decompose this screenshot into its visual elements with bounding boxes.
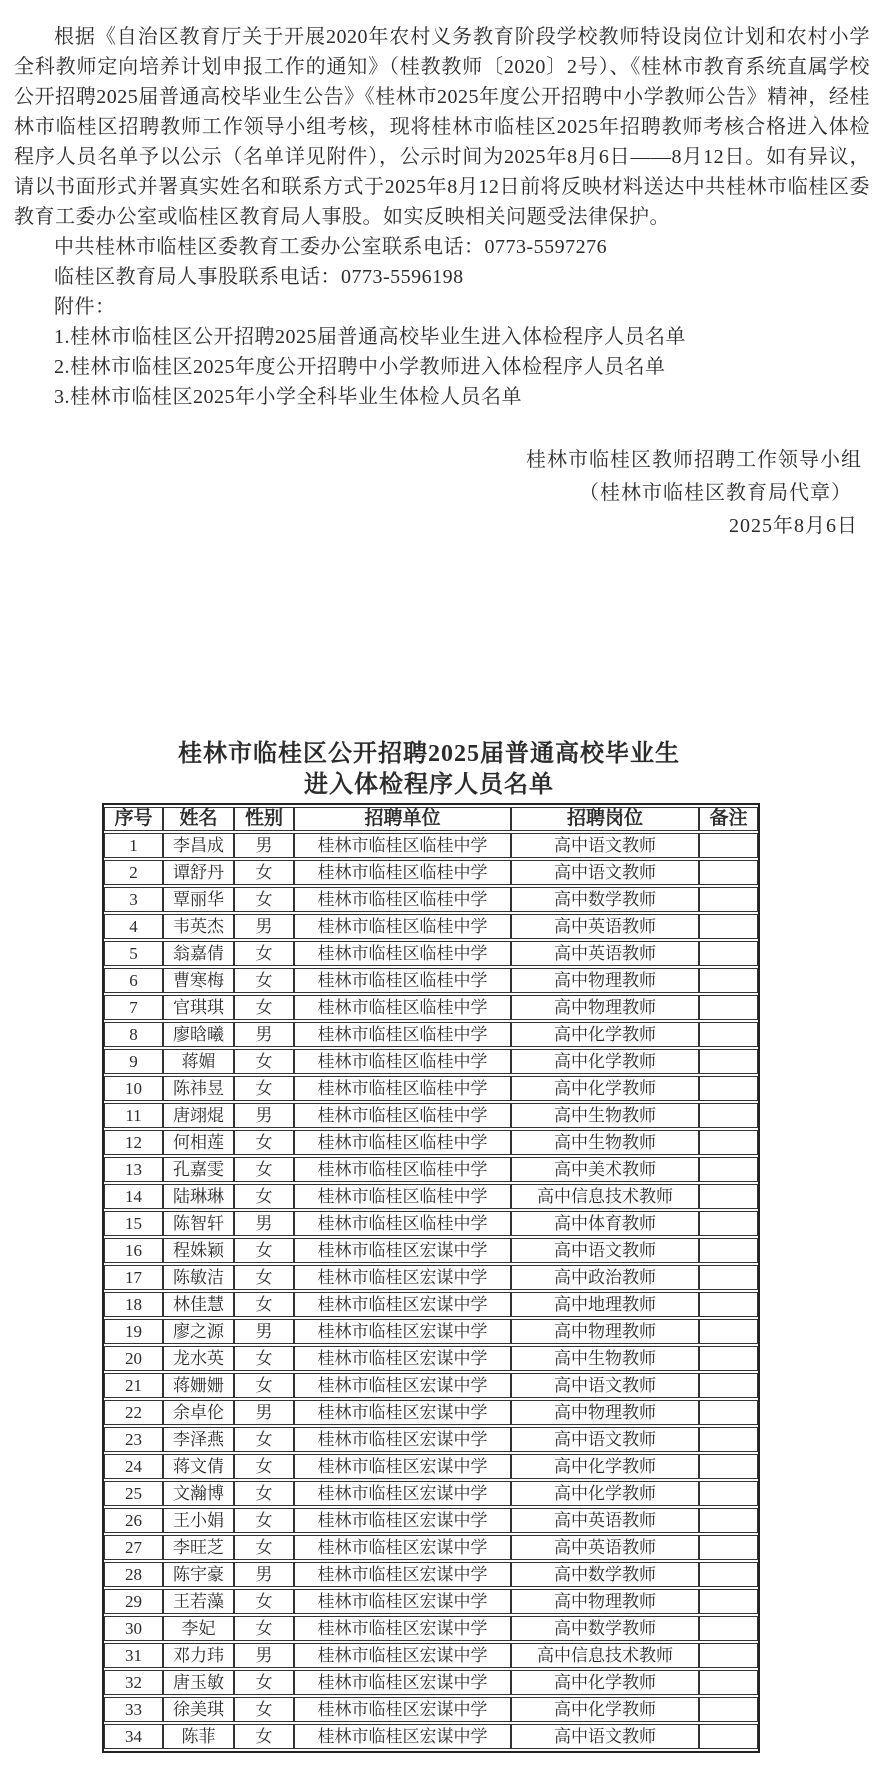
cell-gender: 女 [234,1130,294,1155]
table-header-row [104,807,758,831]
column-header-unit: 招聘单位 [294,807,511,831]
cell-gender: 女 [234,1292,294,1317]
cell-remark [699,1373,758,1398]
cell-gender: 男 [234,1103,294,1128]
cell-remark [699,1454,758,1479]
cell-unit: 桂林市临桂区宏谋中学 [294,1427,511,1452]
cell-remark [699,1346,758,1371]
cell-position: 高中美术教师 [511,1157,699,1182]
table-row [104,833,758,858]
cell-position: 高中化学教师 [511,1049,699,1074]
cell-gender: 女 [234,1373,294,1398]
cell-position: 高中英语教师 [511,1508,699,1533]
cell-name: 翁嘉倩 [163,941,234,966]
cell-name: 李昌成 [163,833,234,858]
cell-unit: 桂林市临桂区临桂中学 [294,941,511,966]
contact-line-personnel: 临桂区教育局人事股联系电话：0773-5596198 [54,266,464,288]
cell-name: 廖晗曦 [163,1022,234,1047]
cell-index: 29 [104,1589,163,1614]
cell-gender: 女 [234,1346,294,1371]
cell-position: 高中化学教师 [511,1697,699,1722]
cell-remark [699,1265,758,1290]
cell-unit: 桂林市临桂区宏谋中学 [294,1238,511,1263]
attachments-label: 附件： [54,296,116,318]
cell-unit: 桂林市临桂区宏谋中学 [294,1670,511,1695]
table-row [104,1400,758,1425]
cell-gender: 女 [234,1265,294,1290]
cell-remark [699,1157,758,1182]
cell-name: 陈菲 [163,1724,234,1749]
column-header-position: 招聘岗位 [511,807,699,831]
cell-unit: 桂林市临桂区临桂中学 [294,887,511,912]
cell-position: 高中语文教师 [511,1238,699,1263]
cell-unit: 桂林市临桂区宏谋中学 [294,1319,511,1344]
cell-index: 30 [104,1616,163,1641]
cell-gender: 男 [234,1211,294,1236]
cell-remark [699,968,758,993]
cell-unit: 桂林市临桂区临桂中学 [294,1157,511,1182]
cell-gender: 女 [234,1589,294,1614]
cell-unit: 桂林市临桂区临桂中学 [294,1130,511,1155]
cell-name: 徐美琪 [163,1697,234,1722]
cell-name: 李旺芝 [163,1535,234,1560]
cell-remark [699,1130,758,1155]
roster-table-title [102,739,756,801]
cell-position: 高中生物教师 [511,1103,699,1128]
cell-name: 陈祎昱 [163,1076,234,1101]
cell-unit: 桂林市临桂区宏谋中学 [294,1481,511,1506]
cell-unit: 桂林市临桂区临桂中学 [294,1103,511,1128]
cell-index: 18 [104,1292,163,1317]
cell-index: 5 [104,941,163,966]
cell-remark [699,1319,758,1344]
cell-position: 高中信息技术教师 [511,1643,699,1668]
cell-index: 25 [104,1481,163,1506]
cell-index: 23 [104,1427,163,1452]
table-row [104,1535,758,1560]
cell-index: 31 [104,1643,163,1668]
cell-remark [699,833,758,858]
table-row [104,1319,758,1344]
cell-remark [699,1427,758,1452]
cell-gender: 女 [234,1076,294,1101]
table-row [104,1265,758,1290]
cell-unit: 桂林市临桂区临桂中学 [294,860,511,885]
cell-gender: 女 [234,1454,294,1479]
cell-gender: 女 [234,860,294,885]
table-row [104,1616,758,1641]
cell-position: 高中政治教师 [511,1265,699,1290]
cell-remark [699,995,758,1020]
cell-gender: 女 [234,968,294,993]
cell-name: 蒋文倩 [163,1454,234,1479]
cell-unit: 桂林市临桂区宏谋中学 [294,1616,511,1641]
table-row [104,1211,758,1236]
table-row [104,1589,758,1614]
cell-unit: 桂林市临桂区临桂中学 [294,1184,511,1209]
cell-remark [699,1211,758,1236]
cell-index: 14 [104,1184,163,1209]
cell-index: 8 [104,1022,163,1047]
cell-unit: 桂林市临桂区宏谋中学 [294,1454,511,1479]
cell-name: 王小娟 [163,1508,234,1533]
cell-unit: 桂林市临桂区宏谋中学 [294,1589,511,1614]
cell-name: 余卓伦 [163,1400,234,1425]
table-row [104,1049,758,1074]
cell-remark [699,1670,758,1695]
cell-gender: 女 [234,1481,294,1506]
cell-remark [699,1589,758,1614]
table-row [104,1238,758,1263]
cell-index: 9 [104,1049,163,1074]
cell-index: 2 [104,860,163,885]
attachment-item-1: 1.桂林市临桂区公开招聘2025届普通高校毕业生进入体检程序人员名单 [54,326,686,348]
cell-name: 唐玉敏 [163,1670,234,1695]
cell-position: 高中语文教师 [511,833,699,858]
cell-unit: 桂林市临桂区宏谋中学 [294,1292,511,1317]
roster-table-body [104,833,758,1749]
cell-index: 33 [104,1697,163,1722]
cell-position: 高中英语教师 [511,1535,699,1560]
cell-position: 高中化学教师 [511,1076,699,1101]
cell-unit: 桂林市临桂区宏谋中学 [294,1508,511,1533]
cell-index: 28 [104,1562,163,1587]
roster-table [102,803,760,1753]
cell-index: 16 [104,1238,163,1263]
cell-unit: 桂林市临桂区宏谋中学 [294,1562,511,1587]
cell-gender: 男 [234,833,294,858]
attachment-item-3: 3.桂林市临桂区2025年小学全科毕业生体检人员名单 [54,386,522,408]
table-row [104,1643,758,1668]
cell-index: 11 [104,1103,163,1128]
cell-position: 高中化学教师 [511,1454,699,1479]
table-row [104,1481,758,1506]
cell-gender: 女 [234,1184,294,1209]
cell-index: 4 [104,914,163,939]
cell-gender: 男 [234,1022,294,1047]
table-row [104,1184,758,1209]
cell-index: 10 [104,1076,163,1101]
cell-unit: 桂林市临桂区宏谋中学 [294,1265,511,1290]
cell-name: 龙水英 [163,1346,234,1371]
cell-gender: 男 [234,914,294,939]
table-row [104,887,758,912]
signature-organization: 桂林市临桂区教师招聘工作领导小组 [526,449,862,471]
cell-gender: 男 [234,1400,294,1425]
cell-remark [699,914,758,939]
table-row [104,1373,758,1398]
cell-name: 蒋姗姗 [163,1373,234,1398]
cell-gender: 女 [234,1616,294,1641]
cell-position: 高中语文教师 [511,1427,699,1452]
cell-gender: 男 [234,1643,294,1668]
table-row [104,1346,758,1371]
cell-gender: 女 [234,1157,294,1182]
cell-remark [699,887,758,912]
cell-index: 1 [104,833,163,858]
cell-position: 高中数学教师 [511,887,699,912]
cell-index: 6 [104,968,163,993]
cell-remark [699,1697,758,1722]
cell-index: 22 [104,1400,163,1425]
column-header-gender: 性别 [234,807,294,831]
table-row [104,995,758,1020]
cell-gender: 女 [234,887,294,912]
cell-gender: 女 [234,1535,294,1560]
cell-name: 陈宇豪 [163,1562,234,1587]
roster-table-title-line1: 桂林市临桂区公开招聘2025届普通高校毕业生 [178,741,680,767]
cell-gender: 女 [234,941,294,966]
cell-index: 12 [104,1130,163,1155]
cell-unit: 桂林市临桂区宏谋中学 [294,1724,511,1749]
table-row [104,1076,758,1101]
cell-name: 曹寒梅 [163,968,234,993]
cell-name: 官琪琪 [163,995,234,1020]
cell-position: 高中英语教师 [511,914,699,939]
cell-position: 高中语文教师 [511,1373,699,1398]
cell-gender: 男 [234,1562,294,1587]
cell-unit: 桂林市临桂区宏谋中学 [294,1373,511,1398]
cell-remark [699,1184,758,1209]
table-row [104,1508,758,1533]
cell-gender: 女 [234,995,294,1020]
cell-position: 高中生物教师 [511,1130,699,1155]
cell-index: 13 [104,1157,163,1182]
contact-line-office: 中共桂林市临桂区委教育工委办公室联系电话：0773-5597276 [54,236,608,258]
cell-index: 32 [104,1670,163,1695]
cell-remark [699,1103,758,1128]
cell-unit: 桂林市临桂区临桂中学 [294,1076,511,1101]
cell-index: 19 [104,1319,163,1344]
cell-name: 李妃 [163,1616,234,1641]
cell-unit: 桂林市临桂区临桂中学 [294,995,511,1020]
cell-position: 高中化学教师 [511,1022,699,1047]
cell-position: 高中化学教师 [511,1670,699,1695]
column-header-remark: 备注 [699,807,758,831]
cell-gender: 女 [234,1697,294,1722]
cell-name: 覃丽华 [163,887,234,912]
signature-seal-note: （桂林市临桂区教育局代章） [579,482,852,504]
cell-index: 34 [104,1724,163,1749]
cell-unit: 桂林市临桂区宏谋中学 [294,1400,511,1425]
table-row [104,1292,758,1317]
table-row [104,1103,758,1128]
cell-remark [699,1238,758,1263]
cell-remark [699,1481,758,1506]
cell-remark [699,1076,758,1101]
cell-position: 高中化学教师 [511,1481,699,1506]
cell-position: 高中物理教师 [511,968,699,993]
signature-date: 2025年8月6日 [729,515,858,537]
cell-remark [699,1724,758,1749]
cell-unit: 桂林市临桂区宏谋中学 [294,1697,511,1722]
cell-remark [699,1292,758,1317]
cell-remark [699,1400,758,1425]
table-row [104,1697,758,1722]
cell-remark [699,1508,758,1533]
cell-name: 廖之源 [163,1319,234,1344]
roster-table-title-line2: 进入体检程序人员名单 [304,772,554,798]
cell-remark [699,1616,758,1641]
table-row [104,941,758,966]
cell-index: 27 [104,1535,163,1560]
cell-name: 文瀚博 [163,1481,234,1506]
cell-name: 蒋媚 [163,1049,234,1074]
cell-name: 何相莲 [163,1130,234,1155]
table-row [104,968,758,993]
cell-gender: 女 [234,1724,294,1749]
table-row [104,1670,758,1695]
cell-unit: 桂林市临桂区宏谋中学 [294,1346,511,1371]
cell-gender: 女 [234,1670,294,1695]
cell-name: 陈敏洁 [163,1265,234,1290]
cell-remark [699,1022,758,1047]
cell-unit: 桂林市临桂区临桂中学 [294,914,511,939]
cell-name: 陈智轩 [163,1211,234,1236]
cell-remark [699,1049,758,1074]
cell-remark [699,1562,758,1587]
cell-remark [699,941,758,966]
table-row [104,1022,758,1047]
cell-remark [699,860,758,885]
cell-index: 3 [104,887,163,912]
cell-position: 高中语文教师 [511,860,699,885]
cell-gender: 女 [234,1238,294,1263]
cell-position: 高中地理教师 [511,1292,699,1317]
cell-name: 陆琳琳 [163,1184,234,1209]
cell-unit: 桂林市临桂区临桂中学 [294,1022,511,1047]
table-row [104,1427,758,1452]
cell-unit: 桂林市临桂区临桂中学 [294,833,511,858]
cell-name: 孔嘉雯 [163,1157,234,1182]
signature-block [14,444,870,543]
cell-unit: 桂林市临桂区宏谋中学 [294,1535,511,1560]
cell-index: 20 [104,1346,163,1371]
cell-remark [699,1643,758,1668]
attachment-item-2: 2.桂林市临桂区2025年度公开招聘中小学教师进入体检程序人员名单 [54,356,666,378]
table-row [104,1130,758,1155]
table-row [104,1724,758,1749]
cell-gender: 女 [234,1508,294,1533]
table-row [104,1454,758,1479]
cell-remark [699,1535,758,1560]
cell-index: 26 [104,1508,163,1533]
cell-unit: 桂林市临桂区临桂中学 [294,1049,511,1074]
cell-position: 高中物理教师 [511,1589,699,1614]
cell-position: 高中数学教师 [511,1562,699,1587]
announcement-paragraph: 根据《自治区教育厅关于开展2020年农村义务教育阶段学校教师特设岗位计划和农村小学全科教师定向培养计划申报工作的通知》（桂教教师〔2020〕2号）、《桂林市教育系统直属学校公开招聘2025届普通高校毕业生公告》《桂林市2025年度公开招聘中小学教师公告》精神，经桂林市临桂区招聘教师工作领导小组考核，现将桂林市临桂区2025年招聘教师考核合格进入体检程序人员名单予以公示（名单详见附件），公示时间为2025年8月6日——8月12日。如有异议，请以书面形式并署真实姓名和联系方式于2025年8月12日前将反映材料送达中共桂林市临桂区委教育工委办公室或临桂区教育局人事股。如实反映相关问题受法律保护。 [14,26,870,228]
column-header-index: 序号 [104,807,163,831]
table-row [104,1562,758,1587]
cell-unit: 桂林市临桂区临桂中学 [294,968,511,993]
cell-position: 高中体育教师 [511,1211,699,1236]
cell-gender: 女 [234,1427,294,1452]
cell-unit: 桂林市临桂区临桂中学 [294,1211,511,1236]
table-row [104,860,758,885]
cell-index: 17 [104,1265,163,1290]
column-header-name: 姓名 [163,807,234,831]
cell-gender: 女 [234,1049,294,1074]
cell-name: 林佳慧 [163,1292,234,1317]
cell-position: 高中物理教师 [511,1400,699,1425]
cell-name: 程姝颖 [163,1238,234,1263]
table-row [104,1157,758,1182]
cell-position: 高中信息技术教师 [511,1184,699,1209]
cell-gender: 男 [234,1319,294,1344]
table-row [104,914,758,939]
cell-index: 24 [104,1454,163,1479]
cell-position: 高中物理教师 [511,995,699,1020]
cell-position: 高中生物教师 [511,1346,699,1371]
cell-position: 高中英语教师 [511,941,699,966]
cell-name: 王若藻 [163,1589,234,1614]
cell-name: 李泽燕 [163,1427,234,1452]
cell-name: 唐翊焜 [163,1103,234,1128]
cell-name: 韦英杰 [163,914,234,939]
cell-index: 21 [104,1373,163,1398]
cell-position: 高中数学教师 [511,1616,699,1641]
cell-position: 高中物理教师 [511,1319,699,1344]
cell-position: 高中语文教师 [511,1724,699,1749]
cell-unit: 桂林市临桂区宏谋中学 [294,1643,511,1668]
cell-index: 15 [104,1211,163,1236]
cell-name: 谭舒丹 [163,860,234,885]
cell-name: 邓力玮 [163,1643,234,1668]
cell-index: 7 [104,995,163,1020]
